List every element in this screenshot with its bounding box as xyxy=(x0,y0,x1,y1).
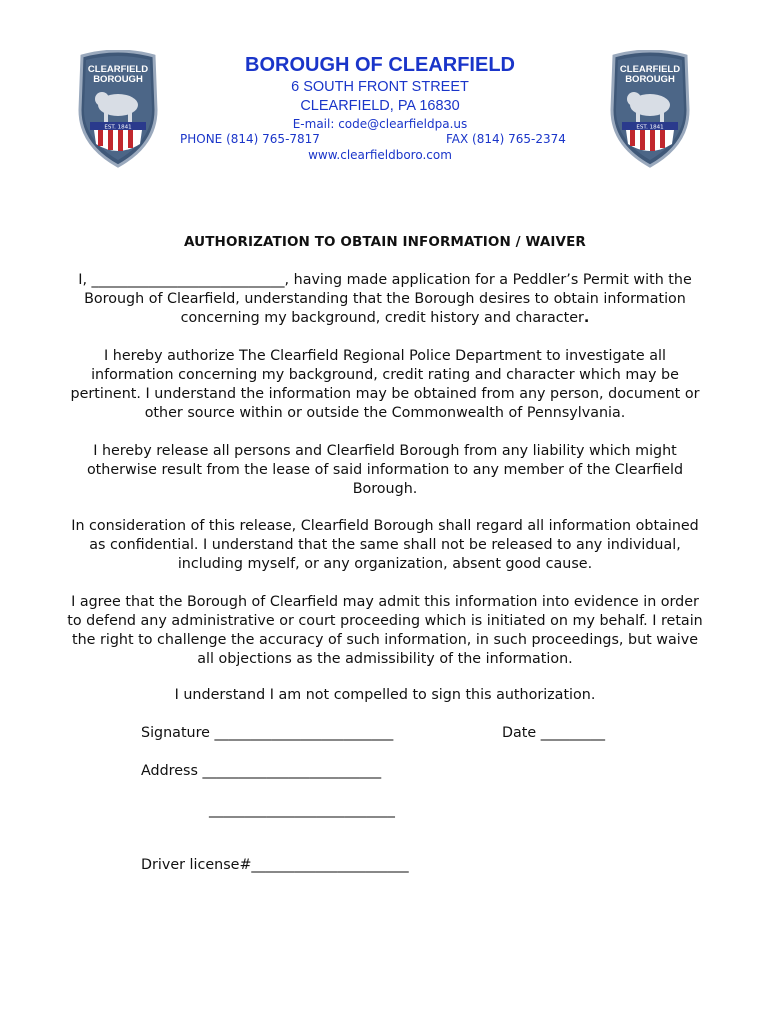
badge-top-text: CLEARFIELD xyxy=(87,64,149,75)
paragraph-applicant-statement xyxy=(65,271,705,328)
address-field[interactable]: Address _________________________ xyxy=(141,763,382,779)
paragraph-evidence: I agree that the Borough of Clearfield may admit this information into evidence in order to defend any administrative or court proceeding which is initiated on my behalf. I retain the right to challenge the accuracy of such information, in such proceedings, but waive all objections as the admissibility of the information. xyxy=(67,594,703,667)
drivers-license-field[interactable]: Driver license#______________________ xyxy=(141,857,409,873)
paragraph-1-text: I, ___________________________, having made application for a Peddler’s Permit with the Borough of Clearfield, understanding that the Borough desires to obtain information concerning my background, credit history and character xyxy=(78,272,692,326)
document-title: AUTHORIZATION TO OBTAIN INFORMATION / WAIVER xyxy=(184,234,586,250)
letterhead-fax: FAX (814) 765-2374 xyxy=(446,132,566,146)
borough-seal-left-icon xyxy=(76,50,160,168)
letterhead-website: www.clearfieldboro.com xyxy=(308,148,452,162)
paragraph-release: I hereby release all persons and Clearfield Borough from any liability which might otherwise result from the lease of said information to any member of the Clearfield Borough. xyxy=(86,443,684,497)
borough-seal-right-icon xyxy=(608,50,692,168)
paragraph-authorization: I hereby authorize The Clearfield Regional Police Department to investigate all information concerning my background, credit rating and character which may be pertinent. I understand the information may be obtained from any person, document or other source within or outside the Commonwealth of Pennsylvania. xyxy=(70,348,700,421)
signature-field[interactable]: Signature _________________________ xyxy=(141,725,394,741)
badge-mid-text: BOROUGH xyxy=(625,74,675,85)
paragraph-1-period: . xyxy=(583,310,590,326)
letterhead-email: E-mail: code@clearfieldpa.us xyxy=(292,117,468,131)
date-field[interactable]: Date _________ xyxy=(502,725,606,741)
letterhead-address-line2: CLEARFIELD, PA 16830 xyxy=(300,98,460,114)
letterhead-title: BOROUGH OF CLEARFIELD xyxy=(245,54,515,76)
letterhead-phone: PHONE (814) 765-7817 xyxy=(180,132,320,146)
badge-est-text: EST. 1841 xyxy=(104,124,132,131)
letterhead-address-line1: 6 SOUTH FRONT STREET xyxy=(291,79,469,95)
paragraph-confidentiality: In consideration of this release, Clearfield Borough shall regard all information obtained as confidential. I understand that the same shall not be released to any individual, including myself, or any organization, absent good cause. xyxy=(71,518,699,572)
address-line2-field[interactable]: __________________________ xyxy=(209,802,395,818)
badge-mid-text: BOROUGH xyxy=(93,74,143,85)
badge-top-text: CLEARFIELD xyxy=(619,64,681,75)
paragraph-not-compelled: I understand I am not compelled to sign this authorization. xyxy=(174,687,596,703)
badge-est-text: EST. 1841 xyxy=(636,124,664,131)
